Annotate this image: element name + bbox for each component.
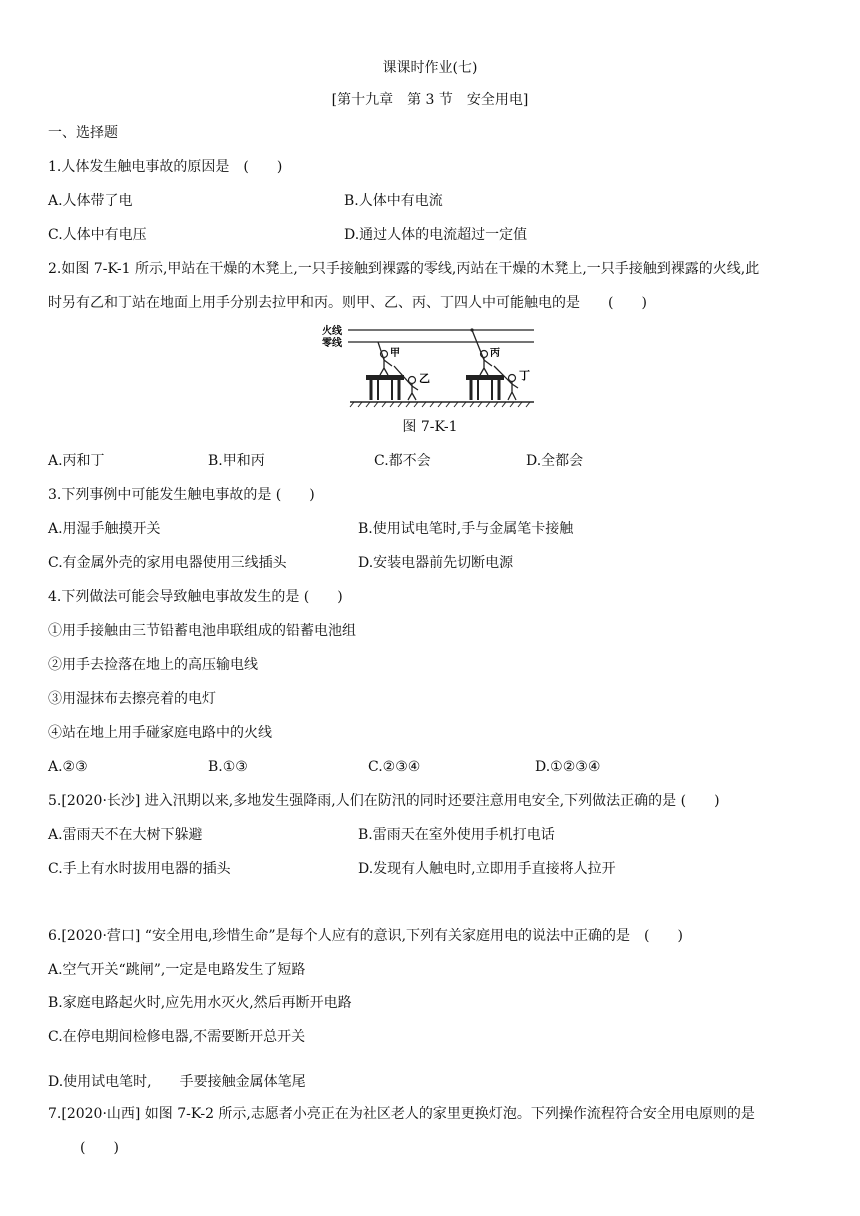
q1-option-c: C.人体中有电压 bbox=[48, 227, 147, 243]
q3-option-d: D.安装电器前先切断电源 bbox=[358, 555, 514, 571]
q6-option-a: A.空气开关“跳闸”,一定是电路发生了短路 bbox=[48, 962, 306, 978]
chapter-subtitle: [第十九章 第 3 节 安全用电] bbox=[331, 92, 529, 108]
figure-7-k-1 bbox=[320, 324, 540, 410]
q1-option-d: D.通过人体的电流超过一定值 bbox=[344, 227, 528, 243]
q4-option-c: C.②③④ bbox=[368, 759, 421, 775]
q4-item-1: ①用手接触由三节铅蓄电池串联组成的铅蓄电池组 bbox=[48, 623, 356, 639]
figure-caption: 图 7-K-1 bbox=[402, 419, 458, 435]
question-2-stem-line2: 时另有乙和丁站在地面上用手分别去拉甲和丙。则甲、乙、丙、丁四人中可能触电的是 ( ) bbox=[48, 295, 647, 311]
q3-option-a: A.用湿手触摸开关 bbox=[48, 521, 161, 537]
person-yi-label: 乙 bbox=[419, 372, 430, 385]
live-wire-label: 火线 bbox=[322, 326, 342, 337]
electric-shock-diagram bbox=[320, 324, 540, 410]
question-1-stem: 1.人体发生触电事故的原因是 ( ) bbox=[48, 159, 283, 175]
question-5-stem: 5.[2020·长沙] 进入汛期以来,多地发生强降雨,人们在防汛的同时还要注意用电安全,下列做法正确的是 ( ) bbox=[48, 793, 720, 809]
q2-option-b: B.甲和丙 bbox=[208, 453, 265, 469]
question-6-stem: 6.[2020·营口] “安全用电,珍惜生命”是每个人应有的意识,下列有关家庭用电的说法中正确的是 ( ) bbox=[48, 928, 683, 944]
question-3-stem: 3.下列事例中可能发生触电事故的是 ( ) bbox=[48, 487, 315, 503]
q6-option-b: B.家庭电路起火时,应先用水灭火,然后再断开电路 bbox=[48, 995, 352, 1011]
q4-option-b: B.①③ bbox=[208, 759, 248, 775]
person-ding-label: 丁 bbox=[519, 369, 530, 382]
q5-option-a: A.雷雨天不在大树下躲避 bbox=[48, 827, 203, 843]
q4-item-4: ④站在地上用手碰家庭电路中的火线 bbox=[48, 725, 272, 741]
q2-option-c: C.都不会 bbox=[374, 453, 431, 469]
q4-item-2: ②用手去捡落在地上的高压输电线 bbox=[48, 657, 258, 673]
stool-right bbox=[466, 375, 504, 380]
q3-option-b: B.使用试电笔时,手与金属笔卡接触 bbox=[358, 521, 574, 537]
question-4-stem: 4.下列做法可能会导致触电事故发生的是 ( ) bbox=[48, 589, 343, 605]
person-bing-label: 丙 bbox=[490, 348, 500, 359]
q4-option-a: A.②③ bbox=[48, 759, 88, 775]
stool-left bbox=[366, 375, 404, 380]
q6-option-d: D.使用试电笔时, 手要接触金属体笔尾 bbox=[48, 1074, 306, 1090]
q2-option-a: A.丙和丁 bbox=[48, 453, 105, 469]
q2-option-d: D.全都会 bbox=[526, 453, 584, 469]
q5-option-d: D.发现有人触电时,立即用手直接将人拉开 bbox=[358, 861, 616, 877]
question-2-stem-line1: 2.如图 7-K-1 所示,甲站在干燥的木凳上,一只手接触到裸露的零线,丙站在干燥的木凳上,一只手接触到裸露的火线,此 bbox=[48, 261, 760, 277]
neutral-wire-label: 零线 bbox=[322, 338, 342, 349]
q4-option-d: D.①②③④ bbox=[535, 759, 601, 775]
person-jia-label: 甲 bbox=[390, 348, 400, 359]
q3-option-c: C.有金属外壳的家用电器使用三线插头 bbox=[48, 555, 287, 571]
q1-option-a: A.人体带了电 bbox=[48, 193, 133, 209]
question-7-stem: 7.[2020·山西] 如图 7-K-2 所示,志愿者小亮正在为社区老人的家里更换灯泡。下列操作流程符合安全用电原则的是 bbox=[48, 1106, 755, 1122]
q6-option-c: C.在停电期间检修电器,不需要断开总开关 bbox=[48, 1029, 306, 1045]
question-7-answer-blank: ( ) bbox=[80, 1140, 119, 1156]
q1-option-b: B.人体中有电流 bbox=[344, 193, 443, 209]
section-heading: 一、选择题 bbox=[48, 125, 118, 141]
page-title: 课课时作业(七) bbox=[382, 60, 478, 76]
q5-option-c: C.手上有水时拔用电器的插头 bbox=[48, 861, 231, 877]
q5-option-b: B.雷雨天在室外使用手机打电话 bbox=[358, 827, 555, 843]
q4-item-3: ③用湿抹布去擦亮着的电灯 bbox=[48, 691, 216, 707]
